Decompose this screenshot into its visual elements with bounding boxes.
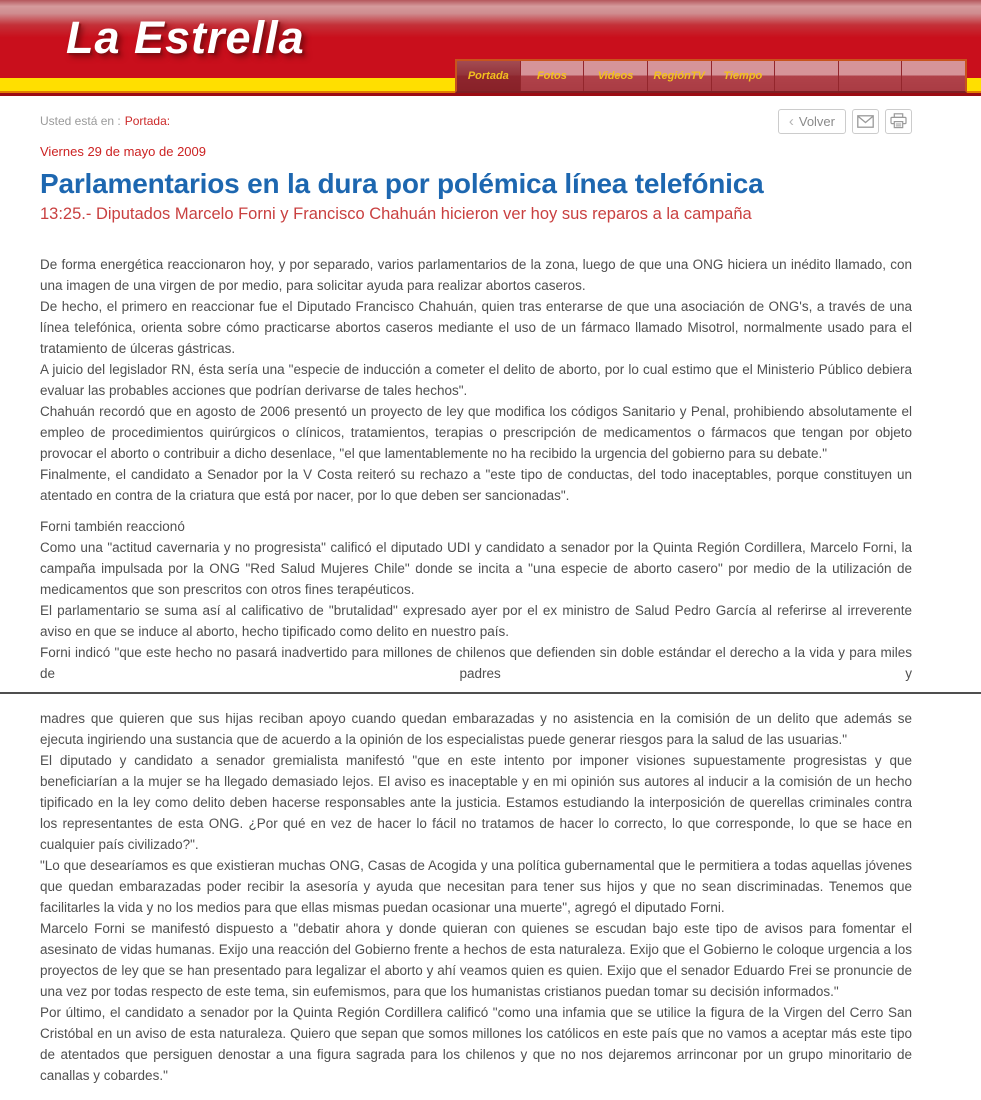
- article-paragraph: De hecho, el primero en reaccionar fue el Diputado Francisco Chahuán, quien tras enterarse de que una asociación de ONG's, a través de una línea telefónica, orienta sobre cómo practicarse abortos caseros mediante el uso de un fármaco llamado Misotrol, normalmente usado para el tratamiento de úlceras gástricas.: [40, 299, 912, 356]
- breadcrumb: [40, 114, 170, 128]
- maroon-divider-line: [0, 93, 981, 96]
- breadcrumb-prefix: Usted está en :: [40, 114, 121, 128]
- article-paragraph: Chahuán recordó que en agosto de 2006 presentó un proyecto de ley que modifica los códigos Sanitario y Penal, prohibiendo absolutamente el empleo de procedimientos quirúrgicos o clínicos, tratamientos, terapias o prescripción de medicamentos o fármacos que tengan por objeto provocar el aborto o contribuir a dicho desenlace, "el que lamentablemente no ha recibido la urgencia del gobierno para su debate.": [40, 404, 912, 461]
- mail-icon: [857, 115, 874, 128]
- page-section-divider: [0, 692, 981, 694]
- chevron-left-icon: ‹: [788, 112, 794, 130]
- article-paragraph: De forma energética reaccionaron hoy, y por separado, varios parlamentarios de la zona, luego de que una ONG hiciera un inédito llamado, con una imagen de una virgen de por medio, para solicitar ayuda para realizar abortos caseros.: [40, 257, 912, 293]
- article-paragraph: El diputado y candidato a senador gremialista manifestó "que en este intento por imponer visiones supuestamente progresistas y que beneficiarían a la mujer se ha llegado demasiado lejos. El aviso es inaceptable y en mi opinión sus autores al inducir a la comisión de un hecho tipificado en la ley como delito deben hacerse responsables ante la justicia. Estamos estudiando la interposición de querellas criminales contra los representantes de esta ONG. ¿Por qué en vez de hacer lo fácil no tratamos de hacer lo correcto, lo que corresponde, lo que se hace en cualquier país civilizado?".: [40, 753, 912, 852]
- printer-icon: [890, 113, 907, 129]
- nav-tab[interactable]: [457, 61, 521, 91]
- article-paragraph: Por último, el candidato a senador por la Quinta Región Cordillera calificó "como una infamia que se utilice la figura de la Virgen del Cerro San Cristóbal en un aviso de esta naturaleza. Quiero que sepan que somos millones los católicos en este país que no vamos a aceptar más este tipo de atentados que persiguen denostar a una figura sagrada para los chilenos y que no nos dejaremos arrinconar por un grupo minoritario de canallas y cobardes.": [40, 1005, 912, 1083]
- toolbar-row: [40, 108, 912, 134]
- article-body-section-3: [40, 708, 912, 1086]
- article-paragraph: "Lo que desearíamos es que existieran muchas ONG, Casas de Acogida y una política gubernamental que le permitiera a todas aquellas jóvenes que quedan embarazadas poder recibir la asesoría y ayuda que necesitan para tener sus hijos y que no sean discriminadas. Tenemos que facilitarles la vida y no los medios para que ellas mismas puedan ocasionar una muerte", agregó el diputado Forni.: [40, 858, 912, 915]
- article-paragraph: Como una "actitud cavernaria y no progresista" calificó el diputado UDI y candidato a senador por la Quinta Región Cordillera, Marcelo Forni, la campaña impulsada por la ONG "Red Salud Mujeres Chile" donde se incita a "una especie de aborto casero" por medio de la utilización de medicamentos que son prescritos con otros fines terapéuticos.: [40, 540, 912, 597]
- nav-tab-label: Videos: [597, 70, 634, 82]
- article-title: Parlamentarios en la dura por polémica línea telefónica: [40, 168, 764, 199]
- nav-tab[interactable]: [712, 61, 776, 91]
- article-paragraph: Marcelo Forni se manifestó dispuesto a "debatir ahora y donde quieran con quienes se escudan bajo este tipo de avisos para fomentar el asesinato de vidas humanas. Exijo una reacción del Gobierno frente a hechos de esta naturaleza. Exijo que el Gobierno le coloque urgencia a los proyectos de ley que se han presentado para legalizar el aborto y ahí veamos quien es quien. Exijo que el senador Eduardo Frei se pronuncie de una vez por todas respecto de este tema, sin eufemismos, para que los humanistas cristianos puedan tomar su decisión informados.": [40, 921, 912, 999]
- article-body-section-1: [40, 254, 912, 506]
- nav-tab[interactable]: [775, 61, 839, 91]
- nav-tab-label: RegiónTV: [653, 70, 705, 82]
- article-paragraph: madres que quieren que sus hijas reciban apoyo cuando quedan embarazadas y no asistencia en la comisión de un delito que además se ejecuta ingiriendo una sustancia que de acuerdo a la opinión de los especialistas puede generar riesgos para la salud de las usuarias.": [40, 711, 912, 747]
- nav-tab-label: Fotos: [536, 70, 567, 82]
- article-actions: [778, 109, 912, 134]
- article-paragraph: Finalmente, el candidato a Senador por la V Costa reiteró su rechazo a "este tipo de conductas, del todo inaceptables, porque constituyen un atentado en contra de la criatura que está por nacer, por lo que deben ser sancionadas".: [40, 467, 912, 503]
- nav-tab-label: Tiempo: [723, 70, 763, 82]
- site-logo[interactable]: La Estrella: [66, 12, 305, 63]
- article-subtitle: 13:25.- Diputados Marcelo Forni y Francisco Chahuán hicieron ver hoy sus reparos a la campaña: [40, 205, 752, 223]
- article-paragraph: Forni también reaccionó: [40, 519, 185, 534]
- article-page: [0, 108, 981, 1100]
- nav-tab-label: Portada: [467, 70, 509, 82]
- article-paragraph: El parlamentario se suma así al calificativo de "brutalidad" expresado ayer por el ex ministro de Salud Pedro García al referirse al irreverente aviso en que se induce al aborto, hecho tipificado como delito en nuestro país.: [40, 603, 912, 639]
- article-date: Viernes 29 de mayo de 2009: [40, 144, 206, 159]
- back-button[interactable]: [778, 109, 846, 134]
- print-button[interactable]: [885, 109, 912, 134]
- email-button[interactable]: [852, 109, 879, 134]
- nav-tab[interactable]: [521, 61, 585, 91]
- nav-tab[interactable]: [584, 61, 648, 91]
- article-body-section-2: [40, 516, 912, 684]
- masthead: [0, 0, 981, 96]
- nav-tab[interactable]: [648, 61, 712, 91]
- nav-tab[interactable]: [902, 61, 965, 91]
- article-paragraph: Forni indicó "que este hecho no pasará inadvertido para millones de chilenos que defienden sin doble estándar el derecho a la vida y para miles de padres y: [40, 645, 912, 681]
- article-paragraph: A juicio del legislador RN, ésta sería una "especie de inducción a cometer el delito de aborto, por lo cual estimo que el Ministerio Público debiera evaluar las probables acciones que podrían derivarse de tales hechos".: [40, 362, 912, 398]
- breadcrumb-current-link[interactable]: Portada:: [124, 114, 171, 128]
- nav-tab[interactable]: [839, 61, 903, 91]
- main-nav: [455, 59, 967, 93]
- back-button-label: Volver: [798, 113, 835, 129]
